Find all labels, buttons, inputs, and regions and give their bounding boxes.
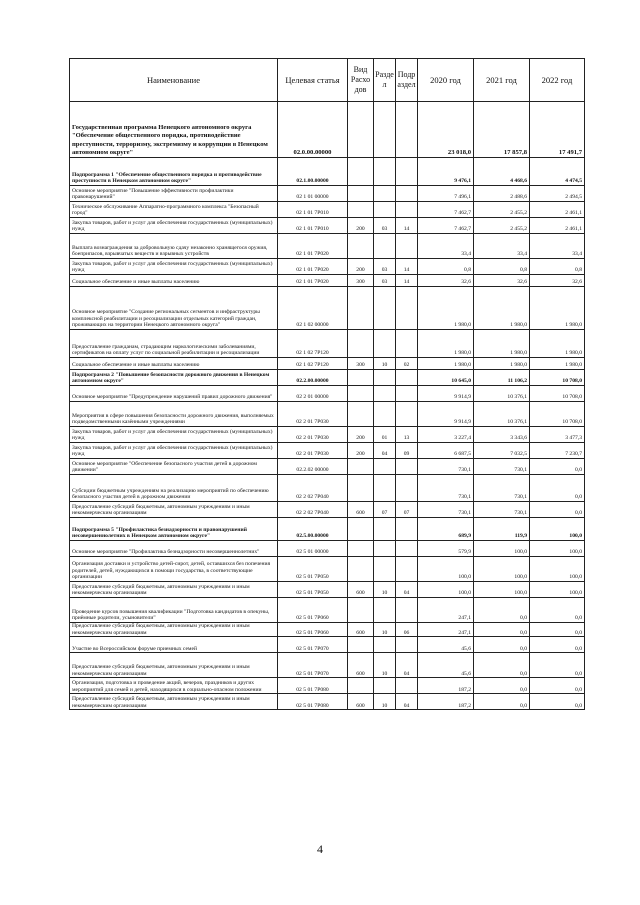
cell-y2021: 100,0	[474, 557, 530, 582]
cell-code: 02 5 01 7Р060	[278, 623, 348, 637]
cell-pr	[396, 541, 418, 557]
cell-name: Предоставление гражданам, страдающим наркологическими заболеваниями, сертификатов на оплату услуг по социальной реабилитации и ресоциализации	[70, 330, 278, 358]
cell-vid	[348, 518, 374, 541]
cell-y2020: 7 496,1	[418, 186, 474, 202]
cell-pr	[396, 158, 418, 186]
header-2020: 2020 год	[418, 59, 474, 102]
cell-vid	[348, 102, 374, 158]
cell-y2021: 17 857,8	[474, 102, 530, 158]
table-row	[70, 557, 585, 582]
cell-vid	[348, 186, 374, 202]
cell-pr: 02	[396, 358, 418, 370]
cell-vid: 200	[348, 443, 374, 459]
cell-vid	[348, 637, 374, 653]
cell-rz: 03	[374, 275, 396, 287]
cell-name: Основное мероприятие "Профилактика безнадзорности несовершеннолетних"	[70, 541, 278, 557]
cell-name: Предоставление субсидий бюджетным, автономным учреждениям и иным некоммерческим организациям	[70, 623, 278, 637]
cell-pr	[396, 637, 418, 653]
cell-code: 02 2 02 7Р040	[278, 502, 348, 518]
cell-rz	[374, 459, 396, 475]
table-row	[70, 518, 585, 541]
cell-y2020: 0,8	[418, 259, 474, 275]
cell-pr: 06	[396, 623, 418, 637]
table-row	[70, 330, 585, 358]
cell-pr: 14	[396, 218, 418, 234]
cell-y2021: 1 980,0	[474, 358, 530, 370]
cell-name: Закупка товаров, работ и услуг для обеспечения государственных (муниципальных) нужд	[70, 443, 278, 459]
cell-code: 02 1 01 7Р020	[278, 234, 348, 259]
cell-y2020: 32,6	[418, 275, 474, 287]
cell-name: Техническое обслуживание Аппаратно-программного комплекса "Безопасный город"	[70, 202, 278, 218]
cell-vid: 200	[348, 427, 374, 443]
cell-y2020: 730,1	[418, 475, 474, 502]
table-row	[70, 158, 585, 186]
cell-rz: 10	[374, 653, 396, 678]
cell-code: 02 5 01 7Р070	[278, 637, 348, 653]
cell-pr	[396, 459, 418, 475]
header-name: Наименование	[70, 59, 278, 102]
header-2021: 2021 год	[474, 59, 530, 102]
cell-y2020: 100,0	[418, 557, 474, 582]
table-row	[70, 402, 585, 427]
cell-pr	[396, 402, 418, 427]
cell-vid	[348, 678, 374, 694]
table-row	[70, 598, 585, 623]
cell-vid	[348, 234, 374, 259]
cell-code: 02 5 01 7Р080	[278, 694, 348, 710]
cell-y2020: 579,9	[418, 541, 474, 557]
cell-y2021: 7 032,5	[474, 443, 530, 459]
cell-pr: 07	[396, 502, 418, 518]
cell-y2021: 10 376,1	[474, 386, 530, 402]
cell-pr: 09	[396, 443, 418, 459]
cell-rz	[374, 234, 396, 259]
cell-y2021: 11 106,2	[474, 370, 530, 386]
cell-code: 02.0.00.00000	[278, 102, 348, 158]
cell-name: Подпрограмма 2 "Повышение безопасности дорожного движения в Ненецком автономном округе"	[70, 370, 278, 386]
cell-y2021: 3 343,6	[474, 427, 530, 443]
cell-name: Предоставление субсидий бюджетным, автономным учреждениям и иным некоммерческим организациям	[70, 502, 278, 518]
cell-code: 02 1 01 7Р020	[278, 259, 348, 275]
cell-y2022: 0,8	[530, 259, 585, 275]
cell-y2021: 119,9	[474, 518, 530, 541]
cell-code: 02 5 01 7Р050	[278, 557, 348, 582]
cell-name: Предоставление субсидий бюджетным, автономным учреждениям и иным некоммерческим организациям	[70, 582, 278, 598]
table-row	[70, 582, 585, 598]
cell-y2022: 0,0	[530, 653, 585, 678]
cell-rz: 01	[374, 427, 396, 443]
table-row	[70, 386, 585, 402]
cell-y2022: 2 461,1	[530, 202, 585, 218]
table-row	[70, 459, 585, 475]
cell-y2022: 10 708,0	[530, 386, 585, 402]
cell-y2022: 0,0	[530, 637, 585, 653]
cell-y2020: 45,6	[418, 637, 474, 653]
table-row	[70, 678, 585, 694]
cell-y2020: 9 914,9	[418, 386, 474, 402]
table-row	[70, 186, 585, 202]
table-row	[70, 541, 585, 557]
cell-pr	[396, 234, 418, 259]
cell-pr: 04	[396, 582, 418, 598]
cell-rz	[374, 102, 396, 158]
cell-y2022: 2 494,5	[530, 186, 585, 202]
cell-vid: 600	[348, 582, 374, 598]
cell-y2022: 100,0	[530, 557, 585, 582]
cell-vid	[348, 202, 374, 218]
cell-name: Основное мероприятие "Обеспечение безопасного участия детей в дорожном движении"	[70, 459, 278, 475]
cell-code: 02.5.00.00000	[278, 518, 348, 541]
cell-code: 02 1 01 7Р020	[278, 275, 348, 287]
cell-vid	[348, 158, 374, 186]
cell-vid	[348, 557, 374, 582]
cell-y2020: 6 687,5	[418, 443, 474, 459]
cell-y2020: 7 462,7	[418, 202, 474, 218]
cell-pr	[396, 518, 418, 541]
cell-y2021: 4 468,6	[474, 158, 530, 186]
cell-pr: 13	[396, 427, 418, 443]
cell-y2022: 1 980,0	[530, 330, 585, 358]
cell-vid: 200	[348, 218, 374, 234]
cell-y2022: 17 491,7	[530, 102, 585, 158]
cell-name: Предоставление субсидий бюджетным, автономным учреждениям и иным некоммерческим организациям	[70, 653, 278, 678]
cell-y2022: 2 461,1	[530, 218, 585, 234]
cell-name: Основное мероприятие "Создание региональных сегментов и инфраструктуры комплексной реабилитации и ресоциализации отдельных категорий граждан, проживающих на территории Ненецкого автономного округа"	[70, 287, 278, 330]
cell-name: Закупка товаров, работ и услуг для обеспечения государственных (муниципальных) нужд	[70, 259, 278, 275]
page-number: 4	[317, 842, 323, 856]
cell-name: Государственная программа Ненецкого автономного округа "Обеспечение общественного порядка, противодействие преступности, терроризму, экстремизму и коррупции в Ненецком автономном округе"	[70, 102, 278, 158]
cell-code: 02.1.00.00000	[278, 158, 348, 186]
cell-code: 02 2 01 7Р030	[278, 443, 348, 459]
cell-y2022: 0,0	[530, 459, 585, 475]
cell-y2022: 0,0	[530, 502, 585, 518]
cell-y2021: 33,4	[474, 234, 530, 259]
cell-vid	[348, 598, 374, 623]
cell-vid: 600	[348, 502, 374, 518]
cell-pr: 04	[396, 694, 418, 710]
table-row	[70, 234, 585, 259]
cell-name: Организация, подготовка и проведение акций, вечеров, праздников и других мероприятий для семей и детей, находящихся в социально-опасном положении	[70, 678, 278, 694]
cell-pr	[396, 557, 418, 582]
cell-name: Субсидии бюджетным учреждениям на реализацию мероприятий по обеспечению безопасного участия детей в дорожном движении	[70, 475, 278, 502]
cell-pr: 04	[396, 653, 418, 678]
cell-code: 02 1 01 7Р010	[278, 218, 348, 234]
table-row	[70, 259, 585, 275]
cell-pr: 14	[396, 275, 418, 287]
cell-y2022: 100,0	[530, 518, 585, 541]
cell-name: Предоставление субсидий бюджетным, автономным учреждениям и иным некоммерческим организациям	[70, 694, 278, 710]
cell-rz	[374, 598, 396, 623]
table-row	[70, 623, 585, 637]
cell-y2020: 33,4	[418, 234, 474, 259]
cell-y2021: 2 455,2	[474, 202, 530, 218]
cell-vid	[348, 386, 374, 402]
cell-code: 02 2 02 7Р040	[278, 475, 348, 502]
cell-y2022: 100,0	[530, 582, 585, 598]
cell-vid: 300	[348, 275, 374, 287]
cell-y2020: 730,1	[418, 502, 474, 518]
cell-y2022: 10 708,0	[530, 370, 585, 386]
cell-y2021: 730,1	[474, 459, 530, 475]
cell-y2022: 0,0	[530, 623, 585, 637]
cell-y2020: 9 914,9	[418, 402, 474, 427]
header-razdel: Разде л	[374, 59, 396, 102]
cell-y2021: 100,0	[474, 541, 530, 557]
cell-vid: 300	[348, 358, 374, 370]
cell-pr: 14	[396, 259, 418, 275]
cell-rz: 10	[374, 694, 396, 710]
cell-pr	[396, 287, 418, 330]
cell-rz	[374, 475, 396, 502]
cell-y2022: 100,0	[530, 541, 585, 557]
cell-rz: 03	[374, 259, 396, 275]
cell-y2020: 689,9	[418, 518, 474, 541]
cell-code: 02 1 02 00000	[278, 287, 348, 330]
cell-rz	[374, 186, 396, 202]
table-row	[70, 358, 585, 370]
cell-rz: 04	[374, 443, 396, 459]
cell-code: 02 1 02 7Р120	[278, 330, 348, 358]
cell-pr	[396, 102, 418, 158]
cell-y2022: 3 477,3	[530, 427, 585, 443]
cell-y2022: 0,0	[530, 678, 585, 694]
cell-y2021: 0,8	[474, 259, 530, 275]
cell-y2021: 2 455,2	[474, 218, 530, 234]
table-row	[70, 275, 585, 287]
cell-pr	[396, 598, 418, 623]
cell-y2020: 247,1	[418, 598, 474, 623]
cell-rz: 03	[374, 218, 396, 234]
cell-code: 02 5 01 7Р070	[278, 653, 348, 678]
cell-y2020: 3 227,4	[418, 427, 474, 443]
cell-y2020: 23 018,0	[418, 102, 474, 158]
cell-y2022: 1 980,0	[530, 358, 585, 370]
cell-rz	[374, 287, 396, 330]
cell-y2020: 100,0	[418, 582, 474, 598]
table-row	[70, 202, 585, 218]
cell-y2022: 10 708,0	[530, 402, 585, 427]
cell-y2020: 730,1	[418, 459, 474, 475]
cell-y2020: 45,6	[418, 653, 474, 678]
cell-code: 02 5 01 00000	[278, 541, 348, 557]
cell-pr	[396, 330, 418, 358]
table-row	[70, 694, 585, 710]
cell-name: Проведение курсов повышения квалификации "Подготовка кандидатов в опекуны, приёмные родители, усыновители"	[70, 598, 278, 623]
cell-code: 02 2 01 7Р030	[278, 427, 348, 443]
cell-name: Социальное обеспечение и иные выплаты населению	[70, 275, 278, 287]
cell-y2021: 0,0	[474, 598, 530, 623]
cell-vid	[348, 459, 374, 475]
cell-vid: 600	[348, 694, 374, 710]
cell-code: 02.2.00.00000	[278, 370, 348, 386]
cell-pr	[396, 678, 418, 694]
table-header-row	[70, 59, 585, 102]
table-row	[70, 443, 585, 459]
table-row	[70, 653, 585, 678]
cell-name: Закупка товаров, работ и услуг для обеспечения государственных (муниципальных) нужд	[70, 427, 278, 443]
cell-rz	[374, 541, 396, 557]
table-row	[70, 637, 585, 653]
cell-vid: 600	[348, 623, 374, 637]
cell-y2022: 32,6	[530, 275, 585, 287]
cell-y2022: 7 230,7	[530, 443, 585, 459]
cell-rz	[374, 678, 396, 694]
cell-y2022: 0,0	[530, 598, 585, 623]
header-vid: Вид Расхо дов	[348, 59, 374, 102]
cell-y2022: 4 474,5	[530, 158, 585, 186]
header-code: Целевая статья	[278, 59, 348, 102]
cell-y2021: 0,0	[474, 623, 530, 637]
cell-name: Организация доставки и устройство детей-сирот, детей, оставшихся без попечения родителей, детей, нуждающихся в помощи государства, в соответствующие организации	[70, 557, 278, 582]
cell-pr	[396, 186, 418, 202]
cell-y2021: 730,1	[474, 475, 530, 502]
cell-code: 02 5 01 7Р050	[278, 582, 348, 598]
cell-pr	[396, 370, 418, 386]
cell-pr	[396, 475, 418, 502]
cell-y2022: 33,4	[530, 234, 585, 259]
cell-y2022: 0,0	[530, 694, 585, 710]
cell-y2021: 100,0	[474, 582, 530, 598]
cell-rz	[374, 370, 396, 386]
cell-name: Мероприятия в сфере повышения безопасности дорожного движения, выполняемых подведомственными казёнными учреждениями	[70, 402, 278, 427]
cell-pr	[396, 386, 418, 402]
cell-code: 02 1 01 7Р010	[278, 202, 348, 218]
cell-rz: 07	[374, 502, 396, 518]
header-2022: 2022 год	[530, 59, 585, 102]
table-row	[70, 370, 585, 386]
cell-vid: 600	[348, 653, 374, 678]
cell-y2021: 1 980,0	[474, 287, 530, 330]
cell-y2020: 10 645,0	[418, 370, 474, 386]
cell-code: 02.2.02 00000	[278, 459, 348, 475]
cell-code: 02 1 01 00000	[278, 186, 348, 202]
cell-vid: 200	[348, 259, 374, 275]
cell-y2021: 10 376,1	[474, 402, 530, 427]
cell-rz	[374, 557, 396, 582]
cell-vid	[348, 541, 374, 557]
table-row	[70, 218, 585, 234]
cell-y2020: 187,2	[418, 678, 474, 694]
cell-y2020: 9 476,1	[418, 158, 474, 186]
cell-rz	[374, 330, 396, 358]
cell-rz	[374, 518, 396, 541]
cell-rz: 10	[374, 358, 396, 370]
cell-vid	[348, 287, 374, 330]
cell-pr	[396, 202, 418, 218]
cell-y2020: 247,1	[418, 623, 474, 637]
cell-y2021: 2 488,6	[474, 186, 530, 202]
cell-code: 02 2 01 00000	[278, 386, 348, 402]
cell-y2021: 0,0	[474, 678, 530, 694]
cell-y2022: 1 980,0	[530, 287, 585, 330]
cell-y2021: 0,0	[474, 694, 530, 710]
cell-rz: 10	[374, 623, 396, 637]
cell-y2021: 1 980,0	[474, 330, 530, 358]
cell-y2021: 32,6	[474, 275, 530, 287]
cell-rz	[374, 386, 396, 402]
cell-name: Подпрограмма 5 "Профилактика безнадзорности и правонарушений несовершеннолетних в Ненецком автономном округе"	[70, 518, 278, 541]
cell-name: Социальное обеспечение и иные выплаты населению	[70, 358, 278, 370]
cell-y2020: 1 980,0	[418, 287, 474, 330]
cell-code: 02 5 01 7Р080	[278, 678, 348, 694]
cell-vid	[348, 330, 374, 358]
table-row	[70, 287, 585, 330]
cell-rz	[374, 158, 396, 186]
cell-y2021: 0,0	[474, 653, 530, 678]
cell-y2020: 7 462,7	[418, 218, 474, 234]
cell-vid	[348, 370, 374, 386]
cell-y2021: 730,1	[474, 502, 530, 518]
cell-code: 02 2 01 7Р030	[278, 402, 348, 427]
table-body	[70, 102, 585, 710]
table-row	[70, 102, 585, 158]
cell-y2020: 187,2	[418, 694, 474, 710]
cell-name: Подпрограмма 1 "Обеспечение общественного порядка и противодействие преступности в Ненецком автономном округе"	[70, 158, 278, 186]
table-row	[70, 475, 585, 502]
cell-name: Закупка товаров, работ и услуг для обеспечения государственных (муниципальных) нужд	[70, 218, 278, 234]
cell-y2020: 1 980,0	[418, 358, 474, 370]
cell-rz: 10	[374, 582, 396, 598]
cell-y2020: 1 980,0	[418, 330, 474, 358]
header-podrazdel: Подр аздел	[396, 59, 418, 102]
cell-name: Основное мероприятие "Повышение эффективности профилактики правонарушений"	[70, 186, 278, 202]
cell-code: 02 1 02 7Р120	[278, 358, 348, 370]
cell-rz	[374, 202, 396, 218]
cell-name: Участие во Всероссийском форуме приемных семей	[70, 637, 278, 653]
cell-y2021: 0,0	[474, 637, 530, 653]
cell-code: 02 5 01 7Р060	[278, 598, 348, 623]
table-row	[70, 502, 585, 518]
cell-y2022: 0,0	[530, 475, 585, 502]
cell-rz	[374, 402, 396, 427]
cell-vid	[348, 402, 374, 427]
cell-vid	[348, 475, 374, 502]
cell-name: Основное мероприятие "Предупреждение нарушений правил дорожного движения"	[70, 386, 278, 402]
cell-name: Выплата вознаграждения за добровольную сдачу незаконно хранящегося оружия, боеприпасов, взрывчатых веществ и взрывных устройств	[70, 234, 278, 259]
table-row	[70, 427, 585, 443]
budget-table	[69, 58, 585, 710]
cell-rz	[374, 637, 396, 653]
